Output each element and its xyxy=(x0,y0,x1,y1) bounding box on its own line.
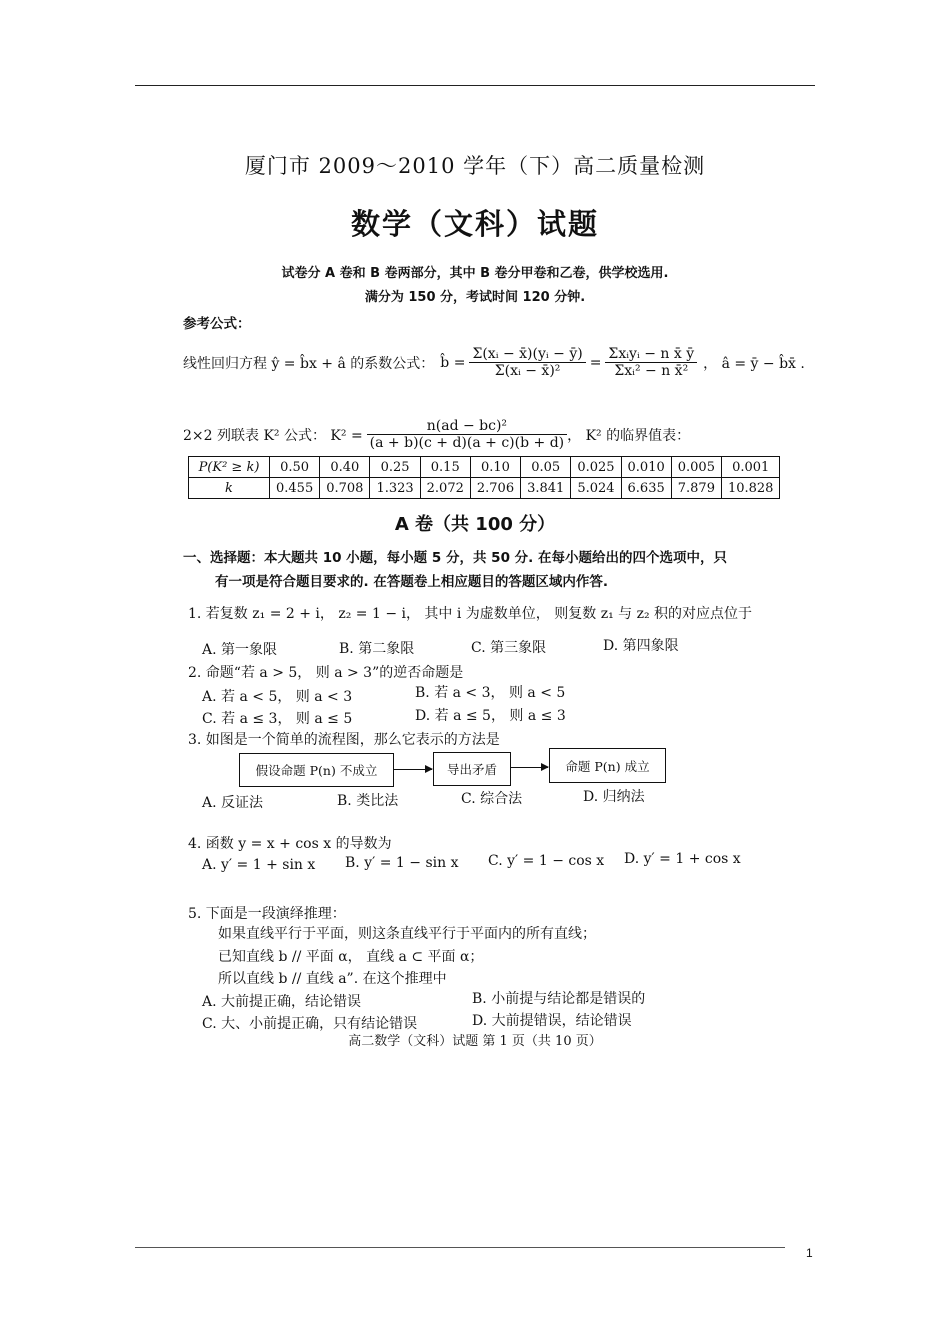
q3-option-b: B. 类比法 xyxy=(337,793,399,809)
q2-stem: 2. 命题“若 a > 5， 则 a > 3”的逆否命题是 xyxy=(188,665,464,681)
q4-option-a: A. y′ = 1 + sin x xyxy=(202,857,316,873)
q5-option-d: D. 大前提错误，结论错误 xyxy=(472,1013,632,1029)
b-frac2-numerator: Σxᵢyᵢ − n x̄ ȳ xyxy=(605,346,697,363)
flow-box-conclusion-label: 命题 P(n) 成立 xyxy=(565,758,650,774)
q1-option-d: D. 第四象限 xyxy=(603,638,679,654)
q4-option-c: C. y′ = 1 − cos x xyxy=(488,853,605,869)
table-header-cell: P(K² ≥ k) xyxy=(189,457,270,478)
table-cell: 0.010 xyxy=(621,457,671,478)
b-fraction-2 xyxy=(605,346,697,379)
table-header-cell: k xyxy=(189,478,270,499)
table-cell: 3.841 xyxy=(521,478,571,499)
table-row xyxy=(189,457,780,478)
table-cell: 1.323 xyxy=(370,478,420,499)
q1-option-b: B. 第二象限 xyxy=(339,641,415,657)
flow-box-assume-label: 假设命题 P(n) 不成立 xyxy=(255,763,378,778)
flow-arrow xyxy=(511,767,548,768)
k2-denominator: (a + b)(c + d)(a + c)(b + d) xyxy=(369,435,565,451)
table-cell: 2.706 xyxy=(470,478,520,499)
q3-stem: 3. 如图是一个简单的流程图，那么它表示的方法是 xyxy=(188,732,500,748)
k2-label: 2×2 列联表 K² 公式： K² = xyxy=(183,427,363,444)
table-row xyxy=(189,478,780,499)
table-cell: 0.40 xyxy=(320,457,370,478)
table-cell: 0.05 xyxy=(521,457,571,478)
k2-tail: ， K² 的临界值表： xyxy=(567,427,691,444)
page-number: 1 xyxy=(806,1246,813,1260)
b-hat-label: b̂ = xyxy=(440,354,466,371)
q2-option-a: A. 若 a < 5， 则 a < 3 xyxy=(202,689,353,705)
q2-option-b: B. 若 a < 3， 则 a < 5 xyxy=(415,685,566,701)
table-cell: 0.15 xyxy=(420,457,470,478)
k2-fraction xyxy=(367,418,567,451)
table-cell: 0.10 xyxy=(470,457,520,478)
q1-stem: 1. 若复数 z₁ = 2 + i， z₂ = 1 − i， 其中 i 为虚数单位， 则复数 z₁ 与 z₂ 积的对应点位于 xyxy=(188,606,753,622)
q3-option-c: C. 综合法 xyxy=(461,791,523,807)
table-cell: 0.005 xyxy=(671,457,721,478)
exam-title: 厦门市 2009～2010 学年（下）高二质量检测 xyxy=(244,154,706,178)
q5-conclusion: 所以直线 b // 直线 a”. 在这个推理中 xyxy=(218,971,447,987)
top-rule xyxy=(135,85,815,86)
flow-box-contradiction xyxy=(433,752,511,786)
q3-option-d: D. 归纳法 xyxy=(583,789,645,805)
b-frac2-denominator: Σxᵢ² − n x̄² xyxy=(614,363,689,379)
q5-option-c: C. 大、小前提正确，只有结论错误 xyxy=(202,1016,418,1032)
q4-option-d: D. y′ = 1 + cos x xyxy=(624,851,741,867)
intro-line-2: 满分为 150 分，考试时间 120 分钟. xyxy=(364,290,586,305)
q5-option-b: B. 小前提与结论都是错误的 xyxy=(472,991,646,1007)
q5-premise-minor: 已知直线 b // 平面 α， 直线 a ⊂ 平面 α； xyxy=(218,949,484,965)
q1-option-a: A. 第一象限 xyxy=(202,642,278,658)
q3-option-a: A. 反证法 xyxy=(202,795,264,811)
a-hat-formula: ， â = ȳ − b̂x̄ . xyxy=(703,355,805,372)
table-cell: 5.024 xyxy=(571,478,621,499)
regression-label: 线性回归方程 ŷ = b̂x + â 的系数公式： xyxy=(183,355,435,372)
table-cell: 0.455 xyxy=(270,478,320,499)
q2-option-c: C. 若 a ≤ 3， 则 a ≤ 5 xyxy=(202,711,353,727)
section-a-heading: A 卷（共 100 分） xyxy=(394,514,556,535)
table-cell: 7.879 xyxy=(671,478,721,499)
flow-box-contradiction-label: 导出矛盾 xyxy=(446,762,497,777)
page-footer: 高二数学（文科）试题 第 1 页（共 10 页） xyxy=(348,1034,602,1049)
q1-option-c: C. 第三象限 xyxy=(471,640,547,656)
part1-instructions-2: 有一项是符合题目要求的. 在答题卷上相应题目的答题区域内作答. xyxy=(215,574,608,590)
q4-option-b: B. y′ = 1 − sin x xyxy=(345,855,459,871)
flow-box-conclusion xyxy=(549,748,666,783)
table-cell: 0.25 xyxy=(370,457,420,478)
b-frac1-denominator: Σ(xᵢ − x̄)² xyxy=(494,363,561,379)
k2-numerator: n(ad − bc)² xyxy=(367,418,567,435)
table-cell: 10.828 xyxy=(721,478,780,499)
q4-stem: 4. 函数 y = x + cos x 的导数为 xyxy=(188,836,392,852)
table-cell: 0.025 xyxy=(571,457,621,478)
q5-premise-major: 如果直线平行于平面，则这条直线平行于平面内的所有直线； xyxy=(218,926,596,942)
b-fraction-1 xyxy=(469,346,585,379)
regression-formula xyxy=(183,346,805,379)
table-cell: 0.708 xyxy=(320,478,370,499)
table-cell: 2.072 xyxy=(420,478,470,499)
q2-option-d: D. 若 a ≤ 5， 则 a ≤ 3 xyxy=(415,708,566,724)
table-cell: 6.635 xyxy=(621,478,671,499)
part1-instructions-1: 一、选择题：本大题共 10 小题，每小题 5 分，共 50 分. 在每小题给出的四个选项中，只 xyxy=(183,550,727,566)
intro-line-1: 试卷分 A 卷和 B 卷两部分，其中 B 卷分甲卷和乙卷，供学校选用. xyxy=(281,266,669,281)
b-frac1-numerator: Σ(xᵢ − x̄)(yᵢ − ȳ) xyxy=(469,346,585,363)
table-cell: 0.001 xyxy=(721,457,780,478)
q5-option-a: A. 大前提正确，结论错误 xyxy=(202,994,362,1010)
critical-value-table xyxy=(188,456,780,499)
flow-arrow xyxy=(394,769,432,770)
table-cell: 0.50 xyxy=(270,457,320,478)
q5-stem: 5. 下面是一段演绎推理： xyxy=(188,906,346,922)
equals-sign: = xyxy=(589,354,602,371)
k2-formula xyxy=(183,418,690,451)
bottom-rule xyxy=(135,1247,785,1248)
flow-box-assume xyxy=(239,753,394,787)
reference-label: 参考公式： xyxy=(183,316,251,332)
exam-subtitle: 数学（文科）试题 xyxy=(350,207,599,241)
